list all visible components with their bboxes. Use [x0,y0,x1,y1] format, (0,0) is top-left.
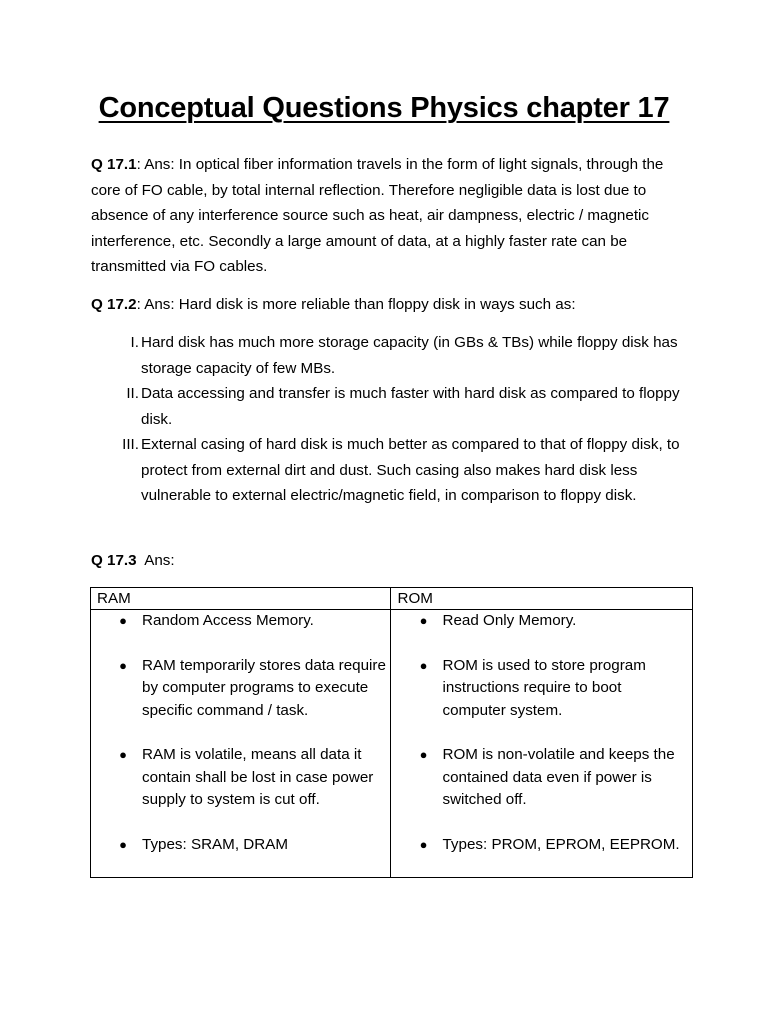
ram-cell [91,610,391,878]
table-header-row [91,588,693,610]
list-item [91,330,691,381]
header-rom: ROM [391,588,693,610]
list-number: I. [130,334,139,351]
bullet-icon: ● [119,657,127,673]
list-number: II. [126,385,139,402]
rom-bullet-list [391,610,688,856]
list-item: ● Types: SRAM, DRAM [91,834,386,857]
list-text: Data accessing and transfer is much faster with hard disk as compared to floppy disk. [141,385,680,428]
list-item: ● ROM is non-volatile and keeps the contained data even if power is switched off. [391,744,688,812]
list-item [91,381,691,432]
roman-numeral-list [91,330,691,509]
list-item: ● Read Only Memory. [391,610,688,633]
list-item: ● RAM is volatile, means all data it contain shall be lost in case power supply to system is cut off. [91,744,386,812]
page-title: Conceptual Questions Physics chapter 17 [98,92,670,124]
list-item: ● Random Access Memory. [91,610,386,633]
rom-cell [391,610,693,878]
list-item: ● Types: PROM, EPROM, EEPROM. [391,834,688,857]
header-ram: RAM [91,588,391,610]
answer-17-1 [91,152,691,280]
list-text: Hard disk has much more storage capacity (in GBs & TBs) while floppy disk has storage capacity of few MBs. [141,334,678,377]
bullet-icon: ● [119,836,127,852]
bullet-icon: ● [419,613,428,628]
question-label: Q 17.3 [91,552,137,569]
answer-17-3 [91,548,175,573]
ram-rom-comparison-table [90,587,693,878]
list-item: ● RAM temporarily stores data require by computer programs to execute specific command / task. [91,655,386,723]
bullet-icon: ● [419,657,428,673]
answer-text: : Ans: In optical fiber information travels in the form of light signals, through the core of FO cable, by total internal reflection. Therefore negligible data is lost due to absence of any interference source such as heat, air dampness, electric / magnetic interference, etc. Secondly a large amount of data, at a highly faster rate can be transmitted via FO cables. [91,156,664,275]
list-text: External casing of hard disk is much better as compared to that of floppy disk, to protect from external dirt and dust. Such casing also makes hard disk less vulnerable to external electric/magnetic field, in comparison to floppy disk. [141,436,680,504]
bullet-icon: ● [119,613,127,628]
table-row [91,610,693,878]
answer-17-2 [91,292,691,318]
question-label: Q 17.1 [91,156,137,173]
answer-text: : Ans: Hard disk is more reliable than floppy disk in ways such as: [136,296,576,313]
list-number: III. [122,436,139,453]
ram-bullet-list [91,610,386,856]
list-item [91,432,691,509]
question-label: Q 17.2 [91,296,137,313]
bullet-icon: ● [119,747,127,762]
list-item: ● ROM is used to store program instructions require to boot computer system. [391,655,688,723]
bullet-icon: ● [419,747,428,762]
answer-text: Ans: [136,552,175,569]
bullet-icon: ● [419,836,428,852]
